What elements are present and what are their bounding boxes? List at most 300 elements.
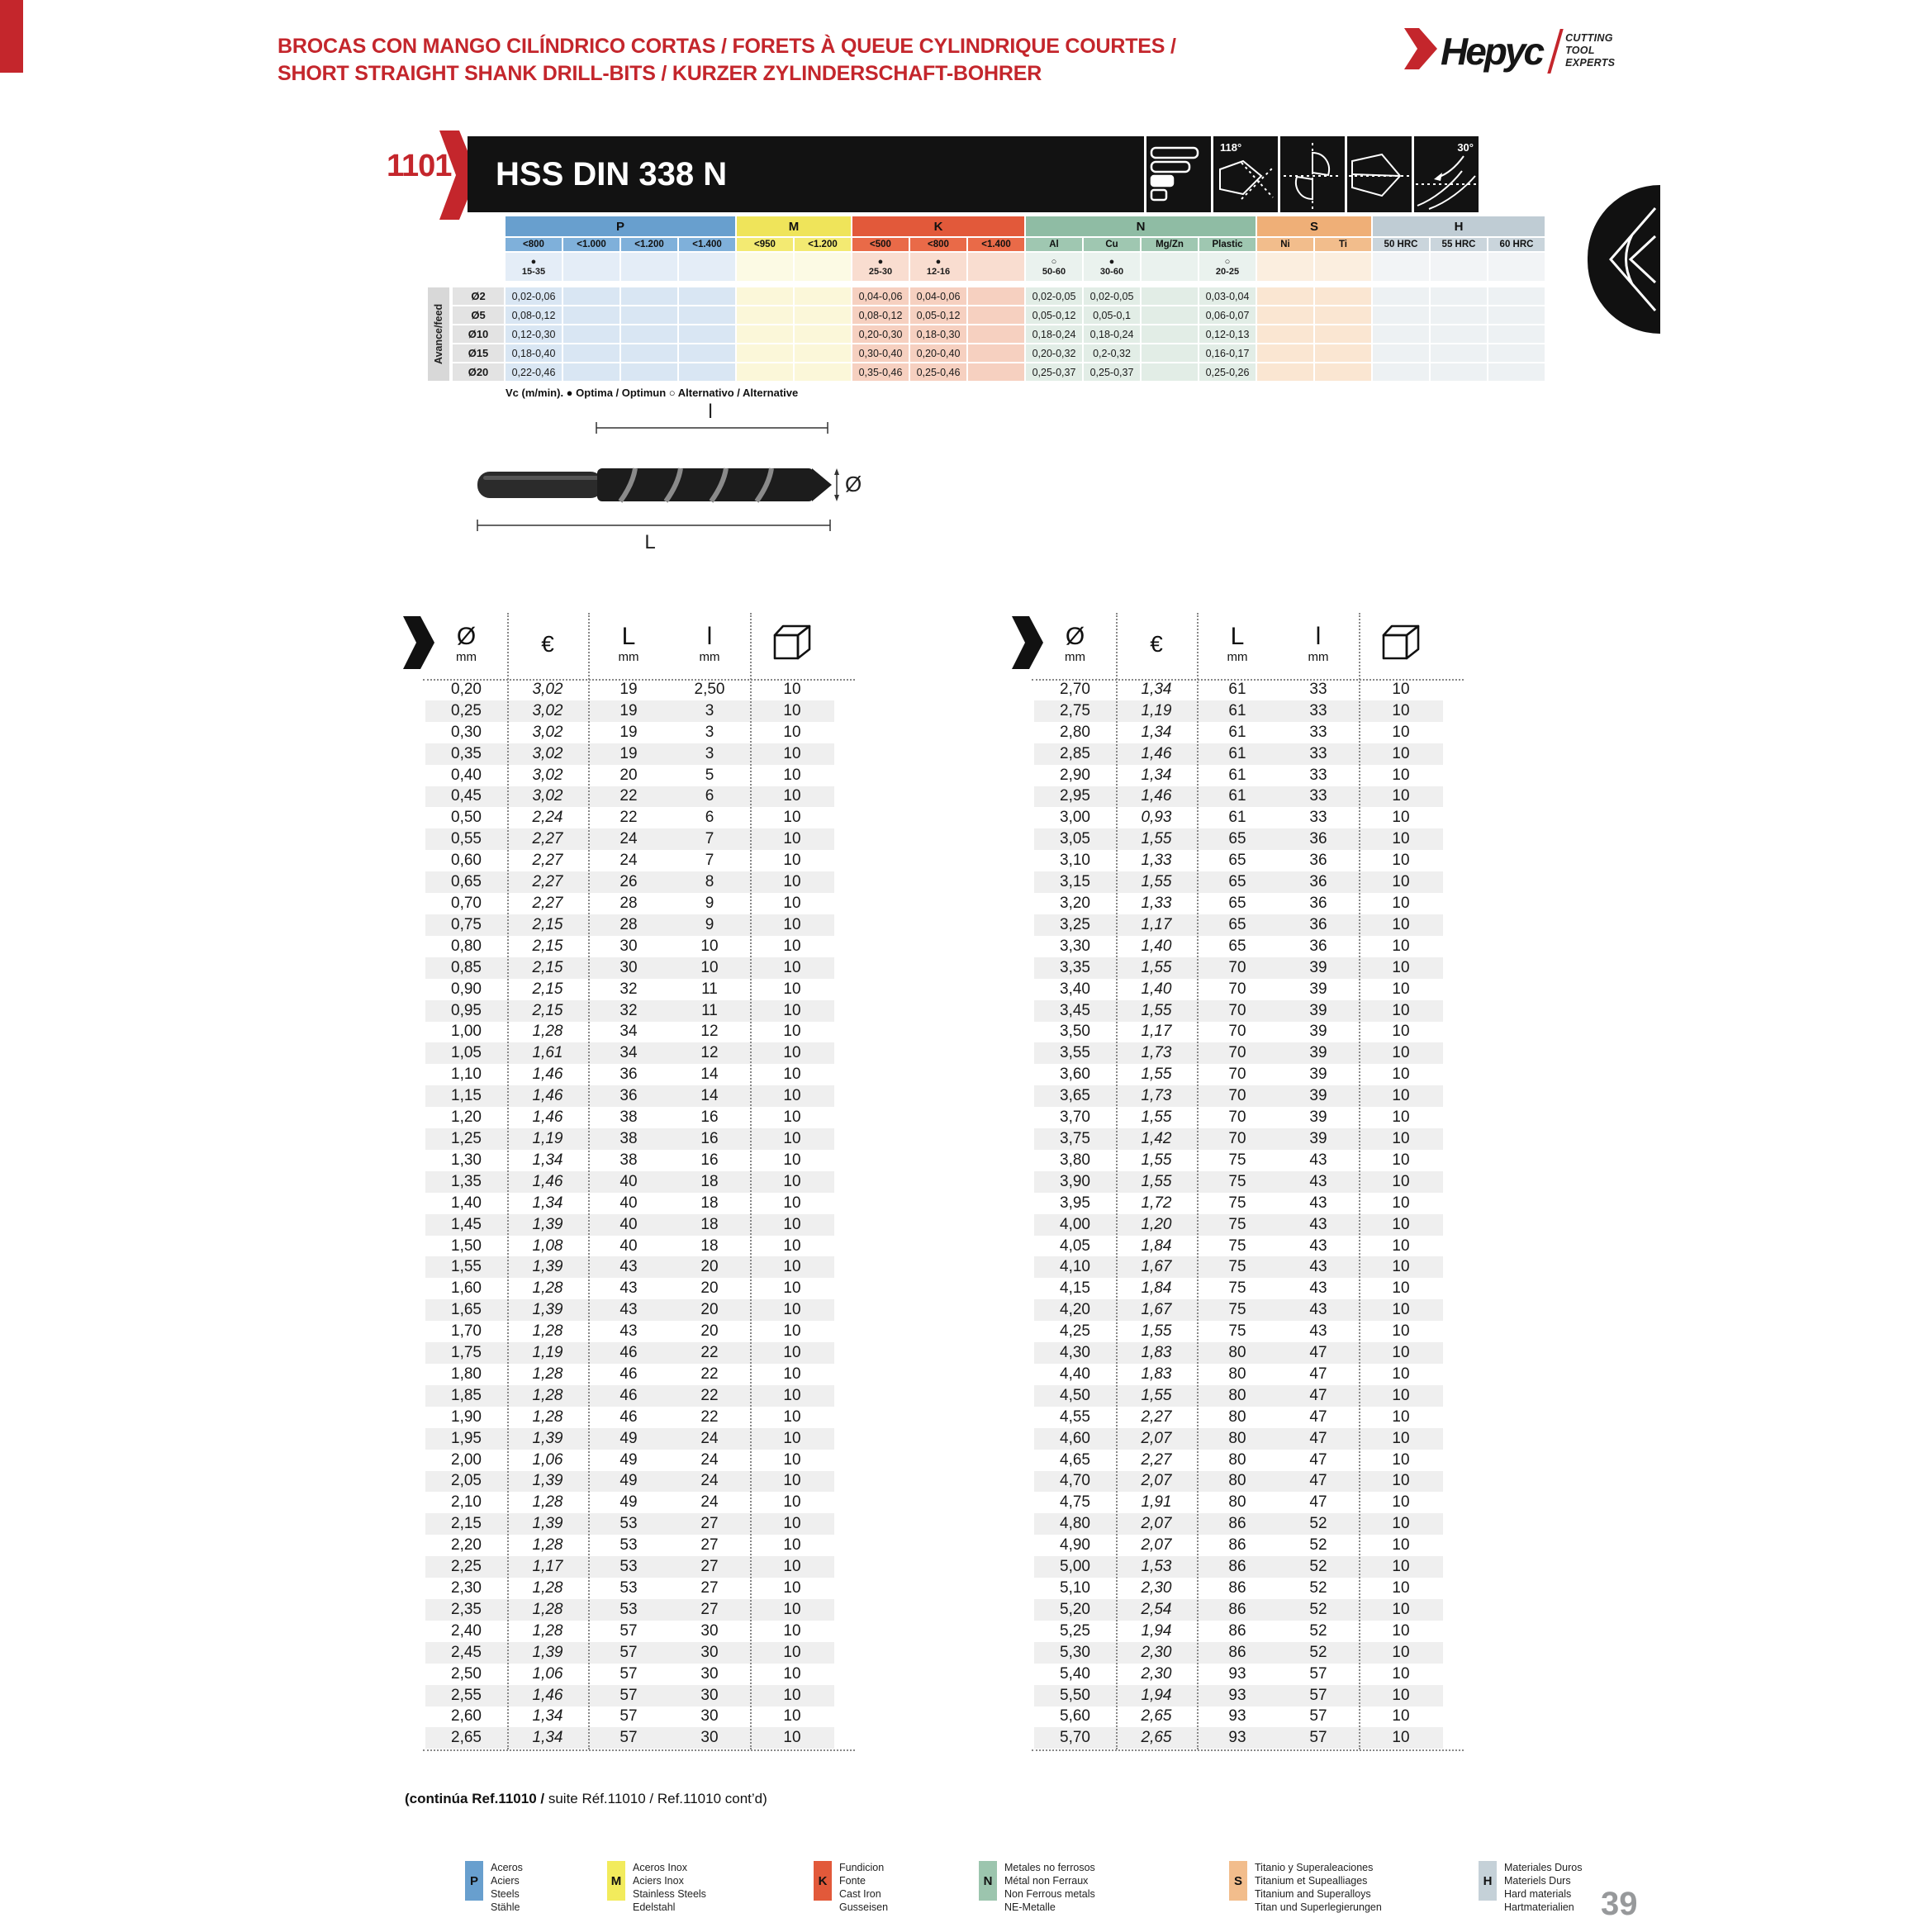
diameter-value: 3,95 [1060, 1194, 1090, 1212]
table-row [1034, 679, 1443, 700]
feed-value: 0,02-0,05 [1026, 287, 1082, 305]
table-row [1034, 1664, 1443, 1685]
table-row [1034, 1450, 1443, 1471]
feed-value: 0,08-0,12 [506, 306, 562, 324]
price-value: 1,84 [1141, 1279, 1172, 1298]
pack-qty-value: 10 [1392, 1472, 1410, 1490]
table-row [425, 1599, 834, 1621]
total-length-value: 49 [619, 1450, 638, 1469]
feed-value [1488, 363, 1545, 381]
table-row [425, 1727, 834, 1749]
diameter-value: 4,60 [1060, 1429, 1090, 1447]
flute-length-value: 39 [1309, 1044, 1327, 1062]
cutting-speed-cell [506, 253, 562, 281]
table-row [425, 936, 834, 957]
diameter-value: 4,25 [1060, 1322, 1090, 1341]
pack-qty-value: 10 [1392, 958, 1410, 976]
cutting-speed-cell [795, 253, 851, 281]
flute-length-value: 27 [700, 1558, 719, 1576]
price-value: 1,46 [532, 1172, 563, 1190]
feed-value [737, 325, 793, 343]
flute-length-value: 43 [1309, 1301, 1327, 1319]
diameter-value: 1,30 [451, 1151, 482, 1169]
price-value: 1,39 [532, 1258, 563, 1276]
pack-qty-value: 10 [783, 895, 801, 913]
pack-qty-value: 10 [783, 1472, 801, 1490]
material-subcol-header: <950 [737, 238, 793, 251]
pack-qty-value: 10 [783, 1129, 801, 1147]
diameter-value: 3,45 [1060, 1001, 1090, 1019]
price-value: 1,06 [532, 1664, 563, 1683]
diameter-value: 0,70 [451, 895, 482, 913]
legend-line: Titanio y Superaleaciones [1255, 1862, 1374, 1873]
total-length-value: 40 [619, 1194, 638, 1212]
diameter-value: 5,00 [1060, 1558, 1090, 1576]
pack-qty-value: 10 [783, 701, 801, 719]
feed-value [563, 287, 619, 305]
feed-value: 0,12-0,30 [506, 325, 562, 343]
pack-qty-value: 10 [783, 723, 801, 741]
total-length-value: 38 [619, 1108, 638, 1127]
flute-length-value: 20 [700, 1301, 719, 1319]
material-group-K: K [852, 216, 1024, 236]
feed-value: 0,35-0,46 [852, 363, 909, 381]
total-length-value: 57 [619, 1664, 638, 1683]
pack-qty-value: 10 [1392, 852, 1410, 870]
total-length-value: 57 [619, 1729, 638, 1747]
legend-swatch-K: K [814, 1861, 832, 1901]
flute-length-value: 52 [1309, 1600, 1327, 1618]
feed-value: 0,08-0,12 [852, 306, 909, 324]
total-length-value: 40 [619, 1237, 638, 1255]
table-row [425, 893, 834, 914]
total-length-value: 75 [1228, 1322, 1246, 1341]
flute-length-value: 16 [700, 1108, 719, 1127]
column-divider [1359, 613, 1360, 1749]
diameter-value: 1,70 [451, 1322, 482, 1341]
page-corner-mark [0, 0, 23, 73]
price-value: 1,06 [532, 1450, 563, 1469]
total-length-label: L [644, 531, 656, 553]
pack-qty-value: 10 [1392, 1172, 1410, 1190]
table-row [1034, 1278, 1443, 1299]
price-value: 1,61 [532, 1044, 563, 1062]
feed-value [1373, 287, 1429, 305]
total-length-value: 93 [1228, 1664, 1246, 1683]
pack-qty-value: 10 [783, 1664, 801, 1683]
pack-qty-value: 10 [783, 1643, 801, 1661]
total-length-value: 70 [1228, 1066, 1246, 1084]
table-row [425, 1107, 834, 1128]
feed-value: 0,16-0,17 [1199, 344, 1256, 362]
diameter-value: 2,25 [451, 1558, 482, 1576]
diameter-value: 3,35 [1060, 958, 1090, 976]
tagline-line: TOOL [1565, 45, 1595, 56]
total-length-value: 80 [1228, 1450, 1246, 1469]
price-value: 2,30 [1141, 1579, 1172, 1597]
feed-value [1142, 306, 1198, 324]
diameter-value: 1,60 [451, 1279, 482, 1298]
diameter-value: 3,55 [1060, 1044, 1090, 1062]
material-subcol-header: <1.400 [679, 238, 735, 251]
price-value: 1,34 [532, 1729, 563, 1747]
pack-qty-value: 10 [783, 1237, 801, 1255]
brand-logo [1404, 28, 1615, 74]
total-length-value: 53 [619, 1600, 638, 1618]
column-divider [1116, 613, 1118, 1749]
feed-value: 0,05-0,1 [1084, 306, 1140, 324]
table-row [1034, 1428, 1443, 1450]
drill-tip-icon [1588, 185, 1660, 334]
total-length-column-header [588, 610, 669, 679]
pack-qty-value: 10 [783, 1450, 801, 1469]
vc-value: 50-60 [1042, 266, 1066, 277]
diameter-value: 4,05 [1060, 1237, 1090, 1255]
flute-length-value: 14 [700, 1087, 719, 1105]
flute-length-value: 36 [1309, 937, 1327, 955]
total-length-value: 75 [1228, 1258, 1246, 1276]
header-divider [1032, 679, 1464, 681]
catalog-column-headers [425, 610, 834, 679]
table-row [425, 1621, 834, 1642]
feed-value [1488, 325, 1545, 343]
table-row [1034, 1022, 1443, 1043]
price-column-header [507, 610, 588, 679]
diameter-value: 2,75 [1060, 701, 1090, 719]
feed-value: 0,05-0,12 [1026, 306, 1082, 324]
total-length-value: 80 [1228, 1344, 1246, 1362]
flute-length-value: 47 [1309, 1407, 1327, 1426]
total-length-value: 49 [619, 1493, 638, 1512]
feed-row-label: Ø5 [453, 306, 504, 324]
flute-length-value: 22 [700, 1386, 719, 1404]
feed-value [1431, 363, 1487, 381]
price-value: 1,39 [532, 1643, 563, 1661]
flute-length-value: 3 [705, 701, 714, 719]
price-value: 1,28 [532, 1536, 563, 1555]
flute-length-value: 30 [700, 1729, 719, 1747]
pack-qty-column-header [1359, 610, 1443, 679]
table-row [1034, 1642, 1443, 1664]
pack-qty-value: 10 [1392, 1108, 1410, 1127]
total-length-value: 24 [619, 852, 638, 870]
feed-value [737, 363, 793, 381]
diameter-value: 2,70 [1060, 680, 1090, 698]
feed-value: 0,02-0,06 [506, 287, 562, 305]
price-value: 2,65 [1141, 1707, 1172, 1726]
price-value: 1,67 [1141, 1301, 1172, 1319]
price-value: 1,39 [532, 1301, 563, 1319]
price-value: 2,07 [1141, 1515, 1172, 1533]
total-length-value: 30 [619, 937, 638, 955]
price-value: 1,73 [1141, 1044, 1172, 1062]
total-length-value: 43 [619, 1301, 638, 1319]
total-length-value: 19 [619, 701, 638, 719]
flute-length-value: 43 [1309, 1322, 1327, 1341]
price-value: 1,28 [532, 1600, 563, 1618]
pack-qty-value: 10 [783, 958, 801, 976]
flute-length-value: 16 [700, 1151, 719, 1169]
price-value: 2,65 [1141, 1729, 1172, 1747]
drill-dimension-diagram [458, 395, 888, 564]
diameter-value: 3,20 [1060, 895, 1090, 913]
feed-value [795, 306, 851, 324]
price-value: 1,34 [1141, 723, 1172, 741]
materials-subheader-row [506, 238, 1545, 251]
price-value: 3,02 [532, 744, 563, 762]
flute-length-value: 47 [1309, 1493, 1327, 1512]
flute-length-value: 47 [1309, 1450, 1327, 1469]
price-value: 1,46 [532, 1066, 563, 1084]
diameter-value: 3,10 [1060, 852, 1090, 870]
total-length-value: 57 [619, 1686, 638, 1704]
feed-value [1257, 363, 1313, 381]
flute-length-value: 47 [1309, 1429, 1327, 1447]
pack-qty-value: 10 [783, 1172, 801, 1190]
legend-line: Métal non Ferraux [1004, 1875, 1089, 1887]
flute-length-column-header [669, 610, 750, 679]
table-row [1034, 1171, 1443, 1193]
total-length-value: 38 [619, 1129, 638, 1147]
feed-value [968, 363, 1024, 381]
price-value: 1,33 [1141, 852, 1172, 870]
total-length-value: 65 [1228, 852, 1246, 870]
total-length-value: 19 [619, 723, 638, 741]
pack-qty-value: 10 [1392, 1600, 1410, 1618]
table-bottom-divider [423, 1749, 855, 1751]
flute-length-value: 36 [1309, 830, 1327, 848]
pack-qty-value: 10 [1392, 1151, 1410, 1169]
feed-value: 0,25-0,46 [910, 363, 966, 381]
table-row [1034, 1621, 1443, 1642]
cross-section-icon [1280, 136, 1345, 212]
total-length-value: 19 [619, 744, 638, 762]
pack-qty-value: 10 [1392, 915, 1410, 933]
pack-qty-value: 10 [783, 1386, 801, 1404]
diameter-value: 3,15 [1060, 873, 1090, 891]
total-length-value: 70 [1228, 1129, 1246, 1147]
total-length-value: 49 [619, 1472, 638, 1490]
total-length-value: 86 [1228, 1621, 1246, 1640]
flute-length-value: 33 [1309, 809, 1327, 827]
pack-qty-value: 10 [1392, 873, 1410, 891]
table-row [1034, 786, 1443, 808]
legend-line: Titan und Superlegierungen [1255, 1901, 1382, 1913]
feed-value [1315, 363, 1371, 381]
material-subcol-header: <800 [506, 238, 562, 251]
total-length-value: 65 [1228, 895, 1246, 913]
legend-text-S [1255, 1861, 1382, 1914]
feed-value: 0,18-0,30 [910, 325, 966, 343]
total-length-value: 86 [1228, 1600, 1246, 1618]
total-length-value: 65 [1228, 937, 1246, 955]
vc-value: 30-60 [1099, 266, 1124, 277]
feed-value [679, 306, 735, 324]
pack-qty-value: 10 [1392, 1365, 1410, 1383]
material-group-H: H [1373, 216, 1545, 236]
diameter-value: 4,65 [1060, 1450, 1090, 1469]
diameter-value: 1,95 [451, 1429, 482, 1447]
price-value: 2,30 [1141, 1664, 1172, 1683]
price-value: 1,46 [1141, 744, 1172, 762]
feed-row-label: Ø10 [453, 325, 504, 343]
diameter-value: 1,90 [451, 1407, 482, 1426]
feed-value [968, 344, 1024, 362]
flute-length-value: 18 [700, 1172, 719, 1190]
price-value: 1,39 [532, 1215, 563, 1233]
total-length-value: 43 [619, 1258, 638, 1276]
diameter-value: 3,65 [1060, 1087, 1090, 1105]
diameter-value: 4,55 [1060, 1407, 1090, 1426]
flute-length-value: 5 [705, 766, 714, 784]
total-length-value: 61 [1228, 744, 1246, 762]
table-row [425, 1407, 834, 1428]
total-length-value: 75 [1228, 1151, 1246, 1169]
material-subcol-header: 55 HRC [1431, 238, 1487, 251]
price-value: 2,30 [1141, 1643, 1172, 1661]
total-length-value: 70 [1228, 1044, 1246, 1062]
total-length-value: 70 [1228, 1001, 1246, 1019]
table-row [1034, 1556, 1443, 1578]
pack-qty-value: 10 [1392, 1301, 1410, 1319]
table-row [425, 765, 834, 786]
diameter-value: 2,30 [451, 1579, 482, 1597]
legend-text-K [839, 1861, 888, 1914]
pack-qty-value: 10 [1392, 1450, 1410, 1469]
table-row [425, 1471, 834, 1493]
total-length-value: 22 [619, 787, 638, 805]
price-value: 0,93 [1141, 809, 1172, 827]
flute-length-value: 12 [700, 1023, 719, 1041]
flute-length-value: 30 [700, 1643, 719, 1661]
flute-length-value: 43 [1309, 1258, 1327, 1276]
pack-qty-value: 10 [783, 744, 801, 762]
pack-qty-value: 10 [783, 766, 801, 784]
pack-qty-value: 10 [783, 1707, 801, 1726]
legend-item-M [607, 1861, 706, 1914]
pack-qty-value: 10 [783, 1001, 801, 1019]
total-length-value: 53 [619, 1536, 638, 1555]
feed-value [563, 344, 619, 362]
total-length-value: 53 [619, 1558, 638, 1576]
flute-length-label: l [708, 401, 713, 423]
flute-length-value: 27 [700, 1579, 719, 1597]
price-value: 1,39 [532, 1515, 563, 1533]
product-name: HSS DIN 338 N [496, 155, 728, 192]
total-length-value: 86 [1228, 1579, 1246, 1597]
pack-qty-value: 10 [1392, 1258, 1410, 1276]
flute-length-value: 7 [705, 830, 714, 848]
price-value: 3,02 [532, 680, 563, 698]
euro-symbol: € [1150, 631, 1163, 657]
diameter-value: 3,60 [1060, 1066, 1090, 1084]
diameter-value: 4,30 [1060, 1344, 1090, 1362]
price-value: 2,27 [532, 873, 563, 891]
pack-qty-value: 10 [1392, 1579, 1410, 1597]
diameter-value: 2,05 [451, 1472, 482, 1490]
flute-length-value: 3 [705, 723, 714, 741]
flute-length-value: 52 [1309, 1643, 1327, 1661]
price-value: 2,15 [532, 937, 563, 955]
feed-value: 0,25-0,37 [1084, 363, 1140, 381]
flute-length-value: 20 [700, 1279, 719, 1298]
material-subcol-header: Plastic [1199, 238, 1256, 251]
price-value: 1,46 [1141, 787, 1172, 805]
total-length-value: 38 [619, 1151, 638, 1169]
price-value: 1,28 [532, 1386, 563, 1404]
table-row [425, 1022, 834, 1043]
diameter-value: 2,85 [1060, 744, 1090, 762]
diameter-value: 2,65 [451, 1729, 482, 1747]
table-row [425, 1450, 834, 1471]
table-row [425, 1513, 834, 1535]
flute-length-value: 8 [705, 873, 714, 891]
total-length-column-header [1197, 610, 1278, 679]
table-row [1034, 1599, 1443, 1621]
legend-line: Fundicion [839, 1862, 885, 1873]
legend-line: Titanium et Supealliages [1255, 1875, 1368, 1887]
vc-value: 15-35 [521, 266, 546, 277]
total-length-value: 70 [1228, 980, 1246, 998]
table-row [425, 1042, 834, 1064]
feed-value [621, 363, 677, 381]
pack-qty-value: 10 [1392, 1664, 1410, 1683]
table-row [1034, 893, 1443, 914]
table-row [1034, 1535, 1443, 1556]
cutting-speed-cell [1026, 253, 1082, 281]
pack-qty-value: 10 [1392, 895, 1410, 913]
feed-row-label: Ø15 [453, 344, 504, 362]
total-length-value: 80 [1228, 1386, 1246, 1404]
total-length-value: 61 [1228, 766, 1246, 784]
shank-profile-icon [1146, 136, 1211, 212]
legend-swatch-M: M [607, 1861, 625, 1901]
feed-value [1373, 325, 1429, 343]
product-reference: 1101 [387, 149, 452, 183]
diameter-value: 1,50 [451, 1237, 482, 1255]
legend-item-K [814, 1861, 888, 1914]
feed-value: 0,06-0,07 [1199, 306, 1256, 324]
pack-qty-value: 10 [783, 830, 801, 848]
table-row [1034, 1685, 1443, 1707]
flute-length-value: 11 [701, 1001, 718, 1019]
pack-qty-value: 10 [783, 915, 801, 933]
table-row [425, 1278, 834, 1299]
legend-line: Stähle [491, 1901, 520, 1913]
total-length-value: 28 [619, 895, 638, 913]
feed-value [1315, 287, 1371, 305]
feed-value [737, 306, 793, 324]
feed-value: 0,30-0,40 [852, 344, 909, 362]
price-value: 2,15 [532, 1001, 563, 1019]
feed-value: 0,12-0,13 [1199, 325, 1256, 343]
table-row [425, 1236, 834, 1257]
pack-qty-value: 10 [783, 1686, 801, 1704]
total-length-value: 40 [619, 1215, 638, 1233]
table-row [425, 957, 834, 979]
cutting-speed-cell [1488, 253, 1545, 281]
diameter-value: 1,80 [451, 1365, 482, 1383]
diameter-value: 2,50 [451, 1664, 482, 1683]
feed-value [563, 363, 619, 381]
vc-marker: ○ [1224, 256, 1231, 267]
pack-qty-value: 10 [783, 1729, 801, 1747]
diameter-value: 3,70 [1060, 1108, 1090, 1127]
feed-value [679, 325, 735, 343]
price-value: 1,55 [1141, 1066, 1172, 1084]
price-value: 2,27 [532, 830, 563, 848]
pack-qty-value: 10 [1392, 937, 1410, 955]
